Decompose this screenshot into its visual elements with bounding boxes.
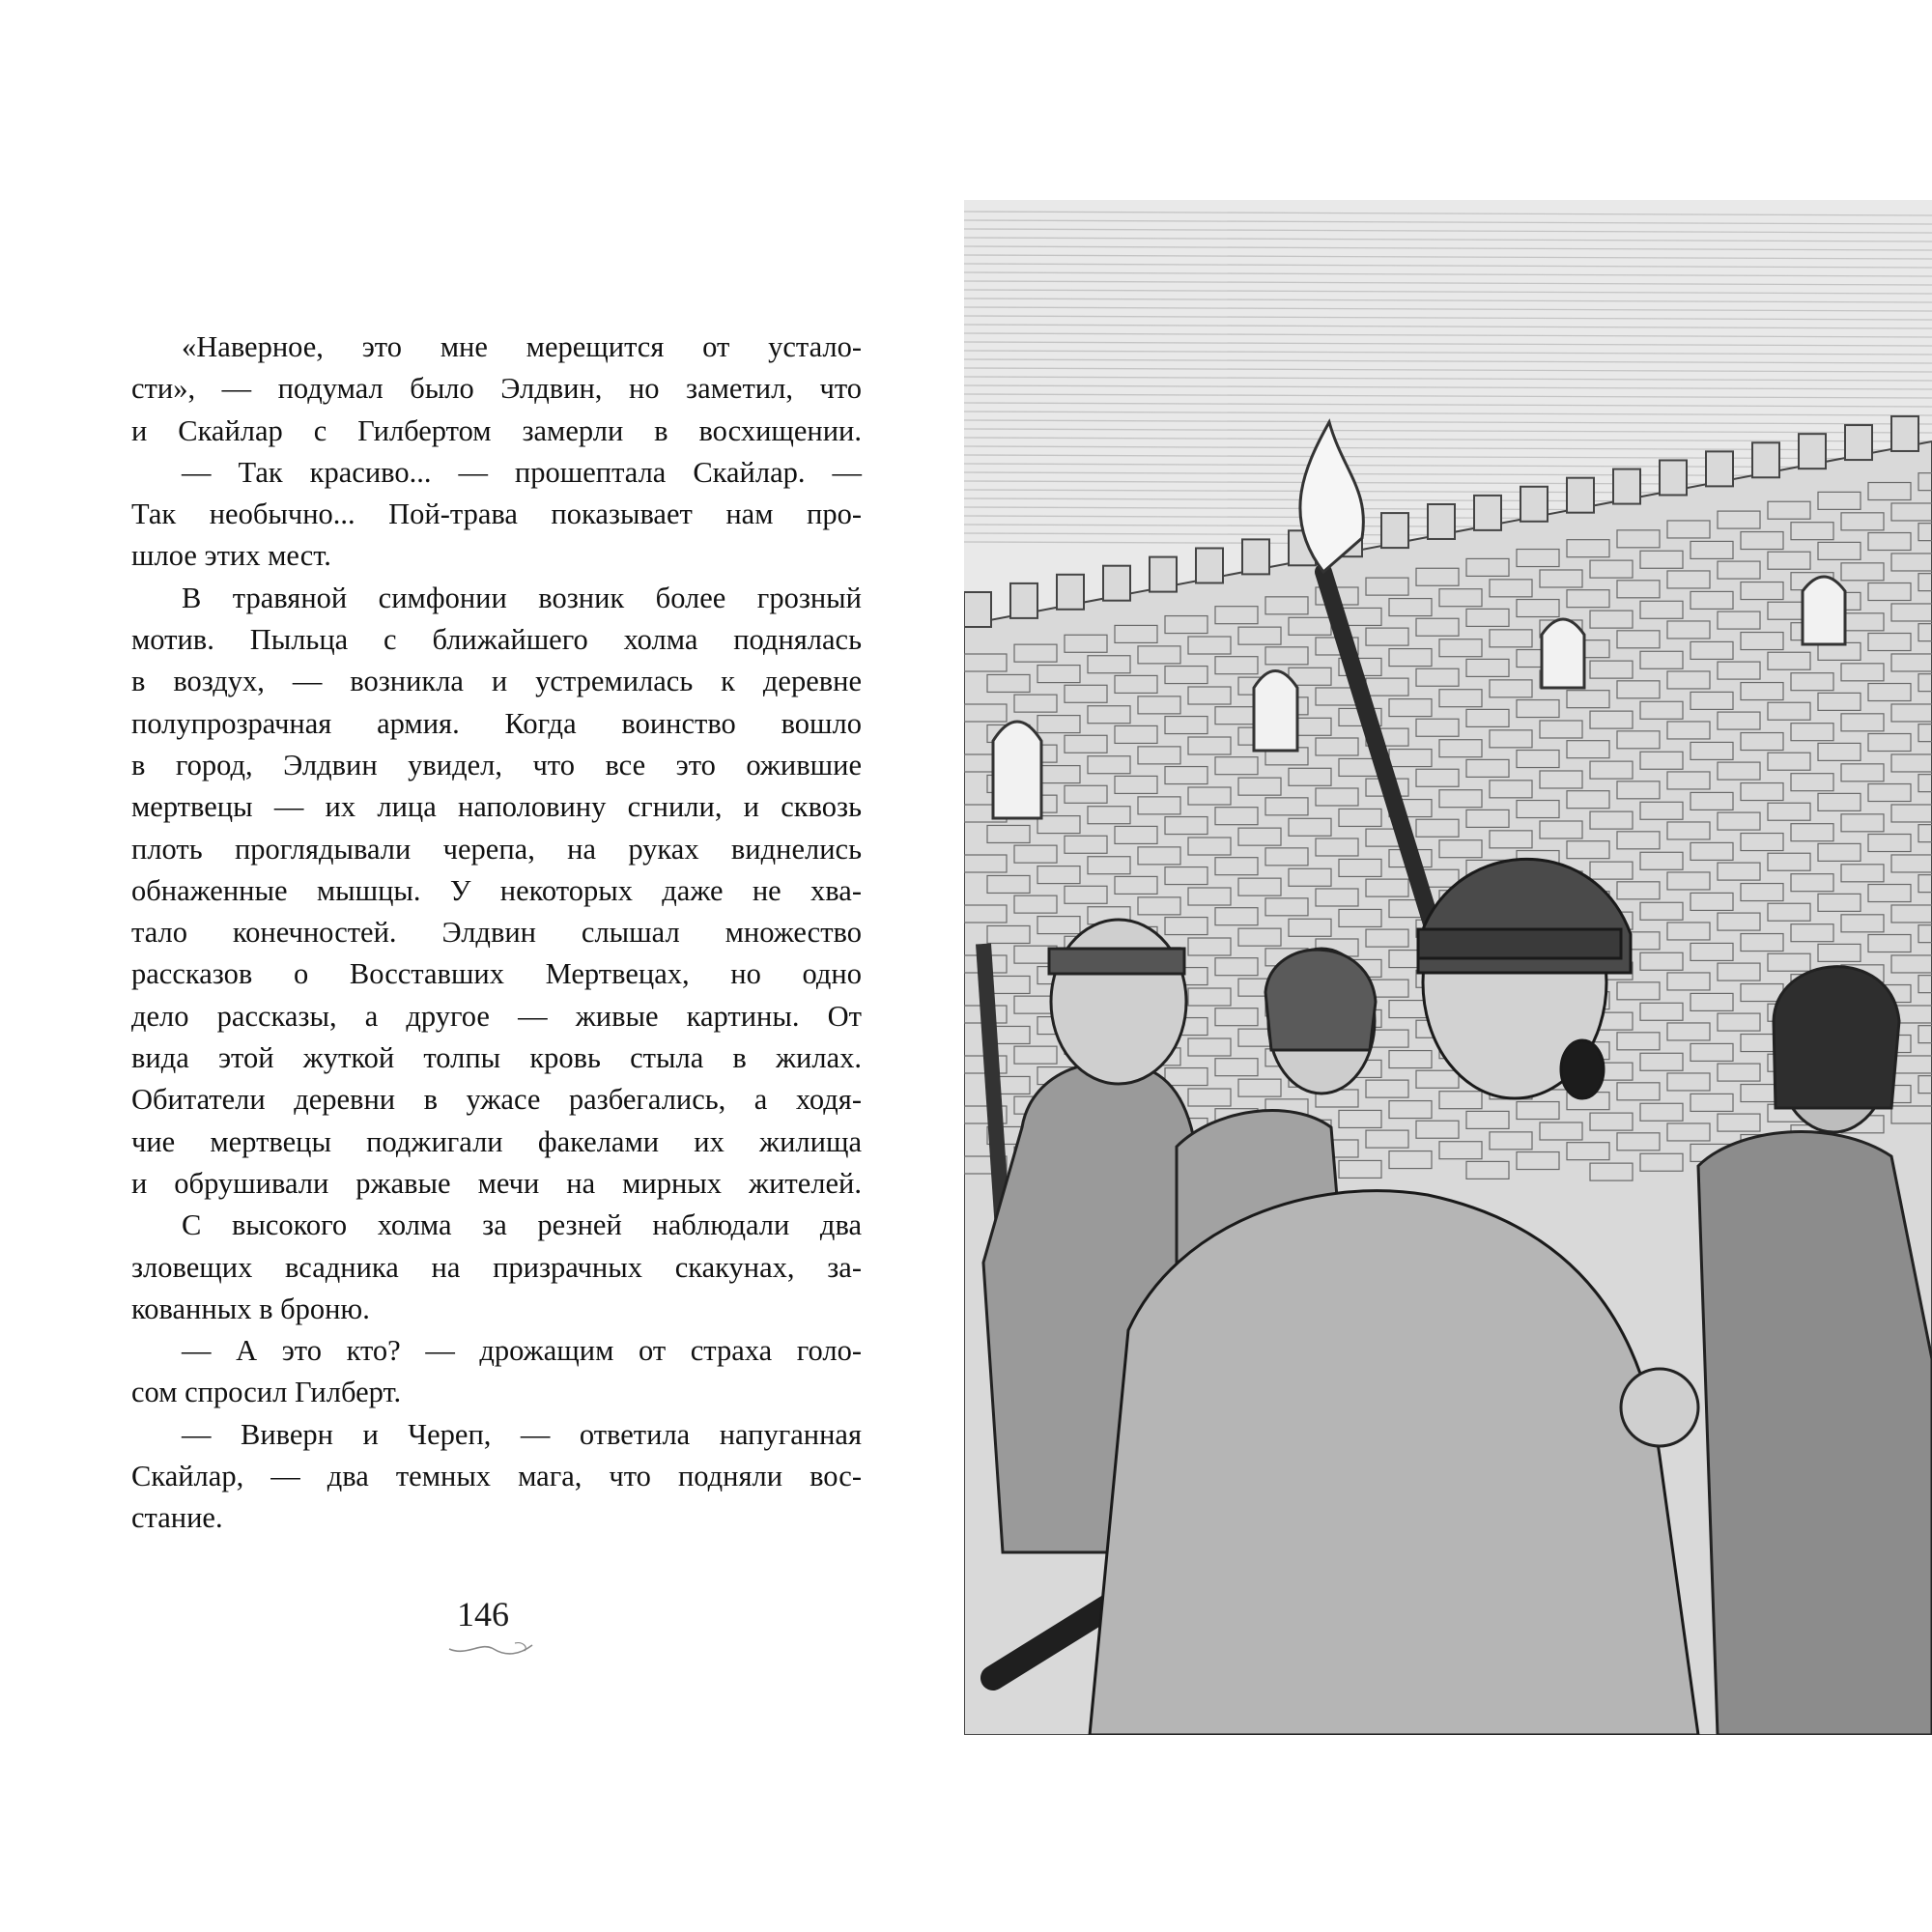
- wall-window: [1803, 577, 1845, 644]
- merlon: [1567, 478, 1594, 513]
- illustration: [964, 200, 1932, 1735]
- text-line: тало конечностей. Элдвин слышал множество: [131, 916, 862, 950]
- merlon: [1150, 557, 1177, 592]
- text-line: кованных в броню.: [131, 1292, 370, 1325]
- text-line: обнаженные мышцы. У некоторых даже не хва-: [131, 873, 862, 907]
- text-line: Так необычно... Пой-трава показывает нам про-: [131, 497, 862, 531]
- text-line: стание.: [131, 1501, 223, 1535]
- text-line: и Скайлар с Гилбертом замерли в восхищении.: [131, 413, 862, 447]
- flourish-icon: [447, 1639, 534, 1659]
- text-line: — Так красиво... — прошептала Скайлар. —: [182, 455, 862, 489]
- text-line: сом спросил Гилберт.: [131, 1376, 402, 1409]
- text-line: мотив. Пыльца с ближайшего холма поднялась: [131, 623, 862, 657]
- text-line: рассказов о Восставших Мертвецах, но одно: [131, 957, 862, 991]
- text-line: вида этой жуткой толпы кровь стыла в жилах.: [131, 1041, 862, 1075]
- text-line: Обитатели деревни в ужасе разбегались, а ходя-: [131, 1083, 862, 1117]
- merlon: [1474, 496, 1501, 530]
- text-line: дело рассказы, а другое — живые картины. От: [131, 999, 862, 1033]
- text-line: полупрозрачная армия. Когда воинство вошло: [131, 706, 862, 740]
- body-text: [131, 327, 862, 1540]
- merlon: [964, 592, 991, 627]
- merlon: [1613, 469, 1640, 504]
- merlon: [1891, 416, 1918, 451]
- merlon: [1799, 434, 1826, 469]
- text-line: в воздух, — возникла и устремилась к деревне: [131, 665, 862, 698]
- merlon: [1010, 583, 1037, 618]
- merlon: [1520, 487, 1548, 522]
- text-line: и обрушивали ржавые мечи на мирных жителей.: [131, 1166, 862, 1200]
- page-number: 146: [457, 1595, 509, 1634]
- zombie-army-sketch-icon: [964, 200, 1932, 1735]
- merlon: [1381, 513, 1408, 548]
- wall-window: [993, 722, 1041, 818]
- merlon: [1103, 566, 1130, 601]
- text-line: «Наверное, это мне мерещится от устало-: [182, 330, 862, 363]
- merlon: [1660, 460, 1687, 495]
- merlon: [1845, 425, 1872, 460]
- wall-window: [1254, 671, 1297, 752]
- text-line: шлое этих мест.: [131, 539, 331, 573]
- merlon: [1057, 575, 1084, 610]
- text-line: в город, Элдвин увидел, что все это ожившие: [131, 748, 862, 781]
- merlon: [1706, 451, 1733, 486]
- merlon: [1428, 504, 1455, 539]
- merlon: [1752, 442, 1779, 477]
- text-line: сти», — подумал было Элдвин, но заметил, что: [131, 372, 862, 406]
- text-line: — А это кто? — дрожащим от страха голо-: [182, 1334, 862, 1368]
- text-line: С высокого холма за резней наблюдали два: [182, 1208, 862, 1242]
- text-line: В травяной симфонии возник более грозный: [182, 581, 862, 614]
- text-line: — Виверн и Череп, — ответила напуганная: [182, 1417, 862, 1451]
- fist: [1621, 1369, 1698, 1446]
- text-line: плоть проглядывали черепа, на руках виднелись: [131, 832, 862, 866]
- merlon: [1196, 548, 1223, 582]
- text-line: мертвецы — их лица наполовину сгнили, и сквозь: [131, 790, 862, 824]
- merlon: [1242, 539, 1269, 574]
- text-line: чие мертвецы поджигали факелами их жилища: [131, 1124, 862, 1158]
- text-line: зловещих всадника на призрачных скакунах, за-: [131, 1250, 862, 1284]
- wall-window: [1542, 619, 1584, 688]
- text-line: Скайлар, — два темных мага, что подняли вос-: [131, 1460, 862, 1493]
